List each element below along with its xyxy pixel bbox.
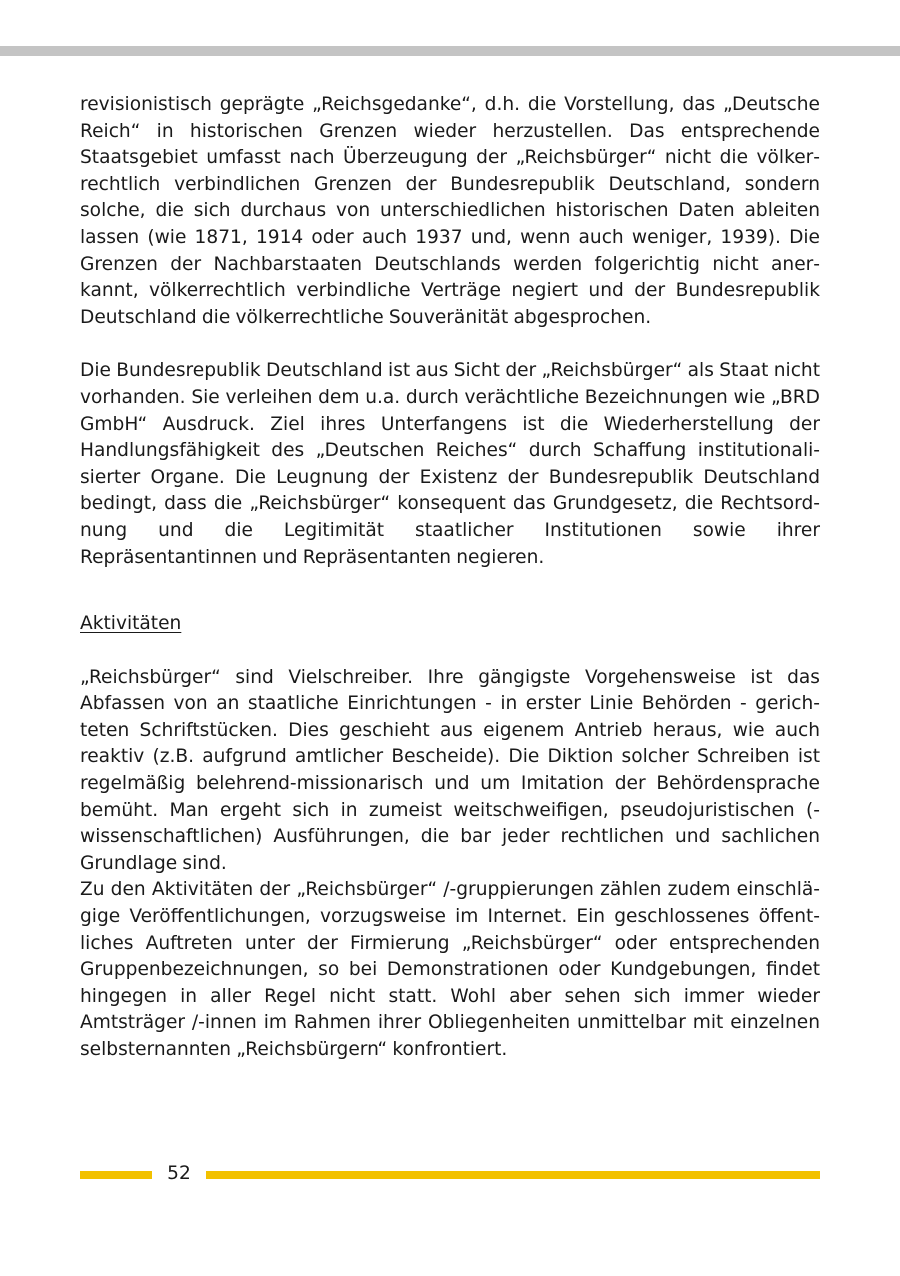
page-number: 52 xyxy=(167,1163,191,1184)
paragraph-vielschreiber: „Reichsbürger“ sind Vielschreiber. Ihre gängigste Vorgehensweise ist das Abfassen von an staatliche Einrichtungen - in erster Linie Behörden - gerichteten Schriftstücken. Dies geschieht aus eigenem Antrieb heraus, wie auch reaktiv (z.B. aufgrund amtlicher Bescheide). Die Diktion solcher Schreiben ist regelmäßig belehrend-missionarisch und um Imitation der Behördensprache bemüht. Man ergeht sich in zumeist weitschweifigen, pseudojuristischen (-wissenschaftlichen) Ausführungen, die bar jeder rechtlichen und sachlichen Grundlage sind. xyxy=(80,666,820,874)
section-heading-aktivitaeten: Aktivitäten xyxy=(80,613,182,635)
footer-bar-left xyxy=(80,1171,152,1179)
paragraph-reichsgedanke: revisionistisch geprägte „Reichsgedanke“, d.h. die Vorstellung, das „Deutsche Reich“ in historischen Grenzen wieder herzustellen. Das entsprechende Staatsgebiet umfasst nach Überzeugung der „Reichsbürger“ nicht die völkerrechtlich verbindlichen Grenzen der Bundesrepublik Deutschland, sondern solche, die sich durchaus von unterschiedlichen historischen Daten ableiten lassen (wie 1871, 1914 oder auch 1937 und, wenn auch weniger, 1939). Die Grenzen der Nachbarstaaten Deutschlands werden folgerichtig nicht anerkannt, völkerrechtlich verbindliche Verträge negiert und der Bundesrepublik Deutschland die völkerrechtliche Souveränität abgesprochen. xyxy=(80,94,820,328)
paragraph-veroeffentlichungen: Zu den Aktivitäten der „Reichsbürger“ /-gruppierungen zählen zudem einschlägige Veröffentlichungen, vorzugsweise im Internet. Ein geschlossenes öffentliches Auftreten unter der Firmierung „Reichsbürger“ oder entsprechenden Gruppenbezeichnungen, so bei Demonstrationen oder Kundgebungen, findet hingegen in aller Regel nicht statt. Wohl aber sehen sich immer wieder Amtsträger /-innen im Rahmen ihrer Obliegenheiten unmittelbar mit einzelnen selbsternannten „Reichsbürgern“ konfrontiert. xyxy=(80,879,820,1060)
footer-bar-right xyxy=(206,1171,820,1179)
page-footer xyxy=(80,1162,820,1188)
paragraph-bundesrepublik: Die Bundesrepublik Deutschland ist aus Sicht der „Reichsbürger“ als Staat nicht vorhanden. Sie verleihen dem u.a. durch verächtliche Bezeichnungen wie „BRD GmbH“ Ausdruck. Ziel ihres Unterfangens ist die Wiederherstellung der Handlungsfähigkeit des „Deutschen Reiches“ durch Schaffung institutionalisierter Organe. Die Leugnung der Existenz der Bundesrepublik Deutschland bedingt, dass die „Reichsbürger“ konsequent das Grundgesetz, die Rechtsordnung und die Legitimität staatlicher Institutionen sowie ihrer Repräsentantinnen und Repräsentanten negieren. xyxy=(80,360,820,568)
top-rule xyxy=(0,46,900,56)
page-body xyxy=(80,92,820,1064)
